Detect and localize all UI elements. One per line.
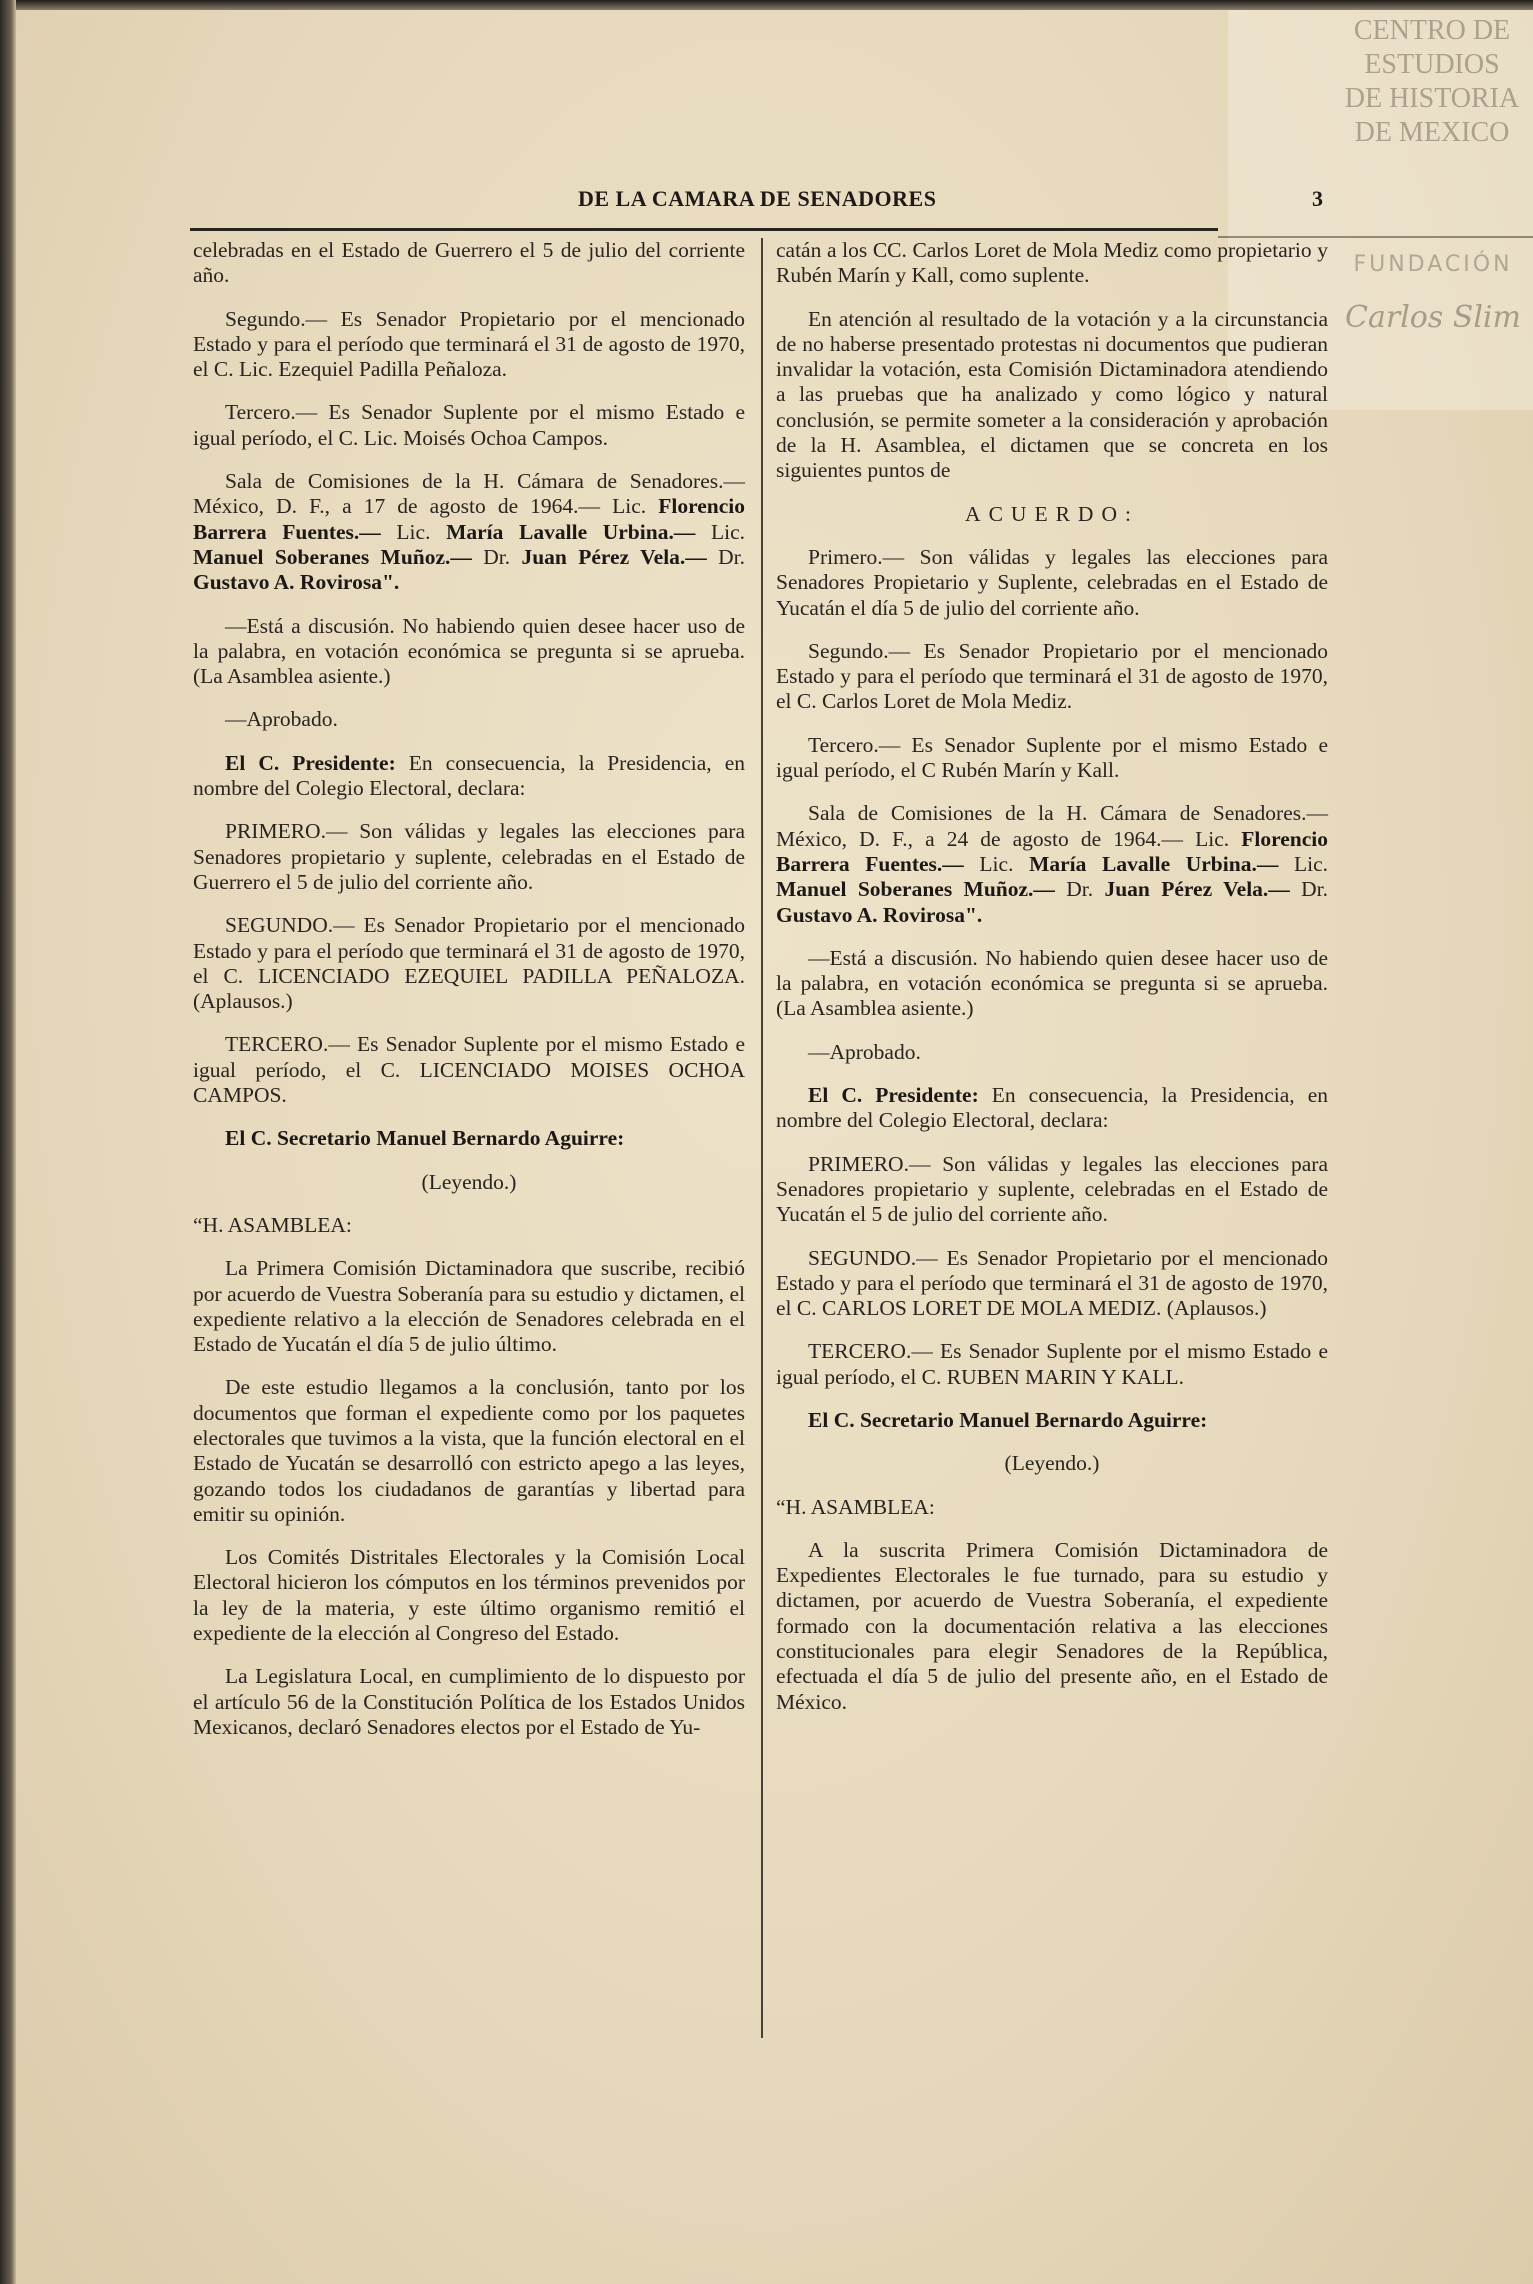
paragraph: [193, 307, 745, 383]
paragraph: [776, 1152, 1328, 1228]
watermark-line: DE HISTORIA: [1344, 83, 1520, 114]
bold-text: María Lavalle Urbina.—: [1029, 851, 1279, 876]
text-run: Primero.— Son válidas y legales las elecciones para Senadores Propietario y Suplente, celebradas en el Estado de Yucatán el día 5 de julio del corriente año.: [776, 544, 1328, 620]
bold-text: Florencio Barrera Fuentes.—: [193, 494, 745, 544]
text-run: La Legislatura Local, en cumplimiento de lo dispuesto por el artículo 56 de la Constitución Política de los Estados Unidos Mexicanos, declaró Senadores electos por el Estado de Yu-: [193, 1664, 745, 1739]
text-run: SEGUNDO.— Es Senador Propietario por el mencionado Estado y para el período que terminará el 31 de agosto de 1970, el C. CARLOS LORET DE MOLA MEDIZ. (Aplausos.): [776, 1245, 1328, 1321]
text-run: Sala de Comisiones de la H. Cámara de Senadores.— México, D. F., a 24 de agosto de 1964.— Lic.: [776, 801, 1328, 851]
bold-text: Juan Pérez Vela.—: [521, 544, 707, 569]
text-run: —Está a discusión. No habiendo quien desee hacer uso de la palabra, en votación económica se pregunta si se aprueba. (La Asamblea asiente.): [193, 613, 745, 689]
watermark-line: CENTRO DE: [1353, 15, 1511, 46]
paragraph: [776, 733, 1328, 784]
text-run: Segundo.— Es Senador Propietario por el mencionado Estado y para el período que terminará el 31 de agosto de 1970, el C. Carlos Loret de Mola Mediz.: [776, 638, 1328, 714]
bold-text: Florencio Barrera Fuentes.—: [776, 826, 1328, 876]
watermark-line: ESTUDIOS: [1364, 49, 1500, 80]
bold-text: Gustavo A. Rovirosa".: [193, 570, 400, 595]
paragraph: [193, 1256, 745, 1357]
scan-left-edge: [0, 0, 16, 2284]
paragraph: [193, 469, 745, 595]
bold-text: Manuel Soberanes Muñoz.—: [193, 544, 472, 569]
paragraph: [776, 1495, 1328, 1520]
bold-text: El C. Presidente:: [225, 750, 396, 775]
text-run: Lic.: [695, 519, 745, 544]
watermark-line: DE MEXICO: [1354, 117, 1510, 148]
paragraph: [193, 400, 745, 451]
text-run: Sala de Comisiones de la H. Cámara de Senadores.— México, D. F., a 17 de agosto de 1964.— Lic.: [193, 469, 745, 519]
bold-text: Juan Pérez Vela.—: [1104, 877, 1290, 902]
text-run: TERCERO.— Es Senador Suplente por el mismo Estado e igual período, el C. RUBEN MARIN Y KALL.: [776, 1339, 1328, 1389]
header-rule: [190, 228, 1218, 231]
text-run: ACUERDO:: [965, 501, 1139, 526]
text-run: En consecuencia, la Presidencia, en nombre del Colegio Electoral, declara:: [776, 1083, 1328, 1133]
paragraph: [193, 1170, 745, 1195]
text-run: PRIMERO.— Son válidas y legales las elecciones para Senadores propietario y suplente, celebradas en el Estado de Yucatán el 5 de julio del corriente año.: [776, 1151, 1328, 1227]
page-number: 3: [1312, 186, 1323, 211]
text-run: Tercero.— Es Senador Suplente por el mismo Estado e igual período, el C Rubén Marín y Kall.: [776, 732, 1328, 783]
paragraph: [776, 1451, 1328, 1476]
paragraph: [776, 946, 1328, 1022]
paragraph: [193, 1213, 745, 1238]
paragraph: [193, 1545, 745, 1646]
bold-text: María Lavalle Urbina.—: [446, 519, 696, 544]
paragraph: [776, 639, 1328, 715]
paragraph: [193, 751, 745, 802]
text-run: TERCERO.— Es Senador Suplente por el mismo Estado e igual período, el C. LICENCIADO MOISES OCHOA CAMPOS.: [193, 1032, 745, 1108]
paragraph: [193, 614, 745, 690]
text-run: Lic.: [1278, 851, 1328, 876]
watermark-institution: [1336, 14, 1528, 150]
left-column: [193, 238, 745, 1758]
paragraph: [193, 1032, 745, 1108]
paragraph: [776, 502, 1328, 527]
text-run: —Está a discusión. No habiendo quien desee hacer uso de la palabra, en votación económica se pregunta si se aprueba. (La Asamblea asiente.): [776, 945, 1328, 1021]
text-run: Tercero.— Es Senador Suplente por el mismo Estado e igual período, el C. Lic. Moisés Ochoa Campos.: [193, 400, 745, 450]
paragraph: [776, 307, 1328, 484]
paragraph: [776, 1083, 1328, 1134]
paragraph: [193, 707, 745, 732]
bold-text: El C. Presidente:: [808, 1083, 979, 1108]
text-run: “H. ASAMBLEA:: [193, 1212, 352, 1237]
text-run: (Leyendo.): [421, 1169, 517, 1194]
text-run: En atención al resultado de la votación y a la circunstancia de no haberse presentado protestas ni documentos que pudieran invalidar la votación, esta Comisión Dictaminadora atendiendo a las pruebas que ha analizado y como lógico y natural conclusión, se permite someter a la consideración y aprobación de la H. Asamblea, el dictamen que se concreta en los siguientes puntos de: [776, 306, 1328, 483]
paragraph: [776, 1040, 1328, 1065]
bold-text: El C. Secretario Manuel Bernardo Aguirre:: [808, 1407, 1208, 1432]
paragraph: [776, 1339, 1328, 1390]
paragraph: [193, 238, 745, 289]
watermark-foundation: FUNDACIÓN: [1353, 252, 1513, 277]
text-run: celebradas en el Estado de Guerrero el 5 de julio del corriente año.: [193, 238, 745, 288]
text-run: En consecuencia, la Presidencia, en nombre del Colegio Electoral, declara:: [193, 750, 745, 801]
text-run: Dr.: [1289, 877, 1329, 902]
column-divider: [761, 238, 763, 2038]
text-run: A la suscrita Primera Comisión Dictaminadora de Expedientes Electorales le fue turnado, para su estudio y dictamen, por acuerdo de Vuestra Soberanía, el expediente formado con la documentación relativa a las elecciones constitucionales para elegir Senadores de la República, efectuada el día 5 de julio del presente año, en el Estado de México.: [776, 1537, 1328, 1714]
paragraph: [193, 1664, 745, 1740]
text-run: De este estudio llegamos a la conclusión, tanto por los documentos que forman el expediente como por los paquetes electorales que tuvimos a la vista, que la función electoral en el Estado de Yucatán se desarrolló con estricto apego a las leyes, gozando todos los ciudadanos de garantías y libertad para emitir su opinión.: [193, 1375, 745, 1526]
text-run: —Aprobado.: [808, 1039, 921, 1064]
paragraph: [776, 1408, 1328, 1433]
text-run: —Aprobado.: [225, 707, 338, 732]
text-run: PRIMERO.— Son válidas y legales las elecciones para Senadores propietario y suplente, celebradas en el Estado de Guerrero el 5 de julio del corriente año.: [193, 819, 745, 894]
paragraph: [776, 801, 1328, 927]
text-run: Lic.: [963, 851, 1030, 876]
text-run: Segundo.— Es Senador Propietario por el mencionado Estado y para el período que terminará el 31 de agosto de 1970, el C. Lic. Ezequiel Padilla Peñaloza.: [193, 306, 745, 382]
paragraph: [776, 1538, 1328, 1715]
text-run: Dr.: [1054, 877, 1105, 902]
paragraph: [193, 913, 745, 1014]
text-run: Los Comités Distritales Electorales y la Comisión Local Electoral hicieron los cómputos en los términos prevenidos por la ley de la materia, y este último organismo remitió el expediente de la elección al Congreso del Estado.: [193, 1545, 745, 1646]
text-run: catán a los CC. Carlos Loret de Mola Mediz como propietario y Rubén Marín y Kall, como suplente.: [776, 238, 1328, 288]
paragraph: [193, 819, 745, 895]
paragraph: [776, 1246, 1328, 1322]
running-title: DE LA CAMARA DE SENADORES: [578, 186, 937, 211]
bold-text: Manuel Soberanes Muñoz.—: [776, 877, 1055, 902]
paragraph: [776, 545, 1328, 621]
text-run: La Primera Comisión Dictaminadora que suscribe, recibió por acuerdo de Vuestra Soberanía para su estudio y dictamen, el expediente relativo a la elección de Senadores celebrada en el Estado de Yucatán el día 5 de julio último.: [193, 1256, 745, 1357]
text-run: Lic.: [380, 519, 447, 544]
paragraph: [193, 1126, 745, 1151]
right-column: [776, 238, 1328, 1733]
paragraph: [193, 1375, 745, 1527]
text-run: “H. ASAMBLEA:: [776, 1494, 935, 1519]
text-run: Dr.: [706, 544, 746, 569]
bold-text: Gustavo A. Rovirosa".: [776, 902, 983, 927]
watermark-signature: Carlos Slim: [1345, 300, 1521, 335]
text-run: (Leyendo.): [1004, 1451, 1100, 1476]
scan-top-edge: [0, 0, 1533, 10]
bold-text: El C. Secretario Manuel Bernardo Aguirre:: [225, 1126, 625, 1151]
text-run: SEGUNDO.— Es Senador Propietario por el mencionado Estado y para el período que terminará el 31 de agosto de 1970, el C. LICENCIADO EZEQUIEL PADILLA PEÑALOZA. (Aplausos.): [193, 913, 745, 1014]
text-run: Dr.: [471, 544, 522, 569]
paragraph: [776, 238, 1328, 289]
